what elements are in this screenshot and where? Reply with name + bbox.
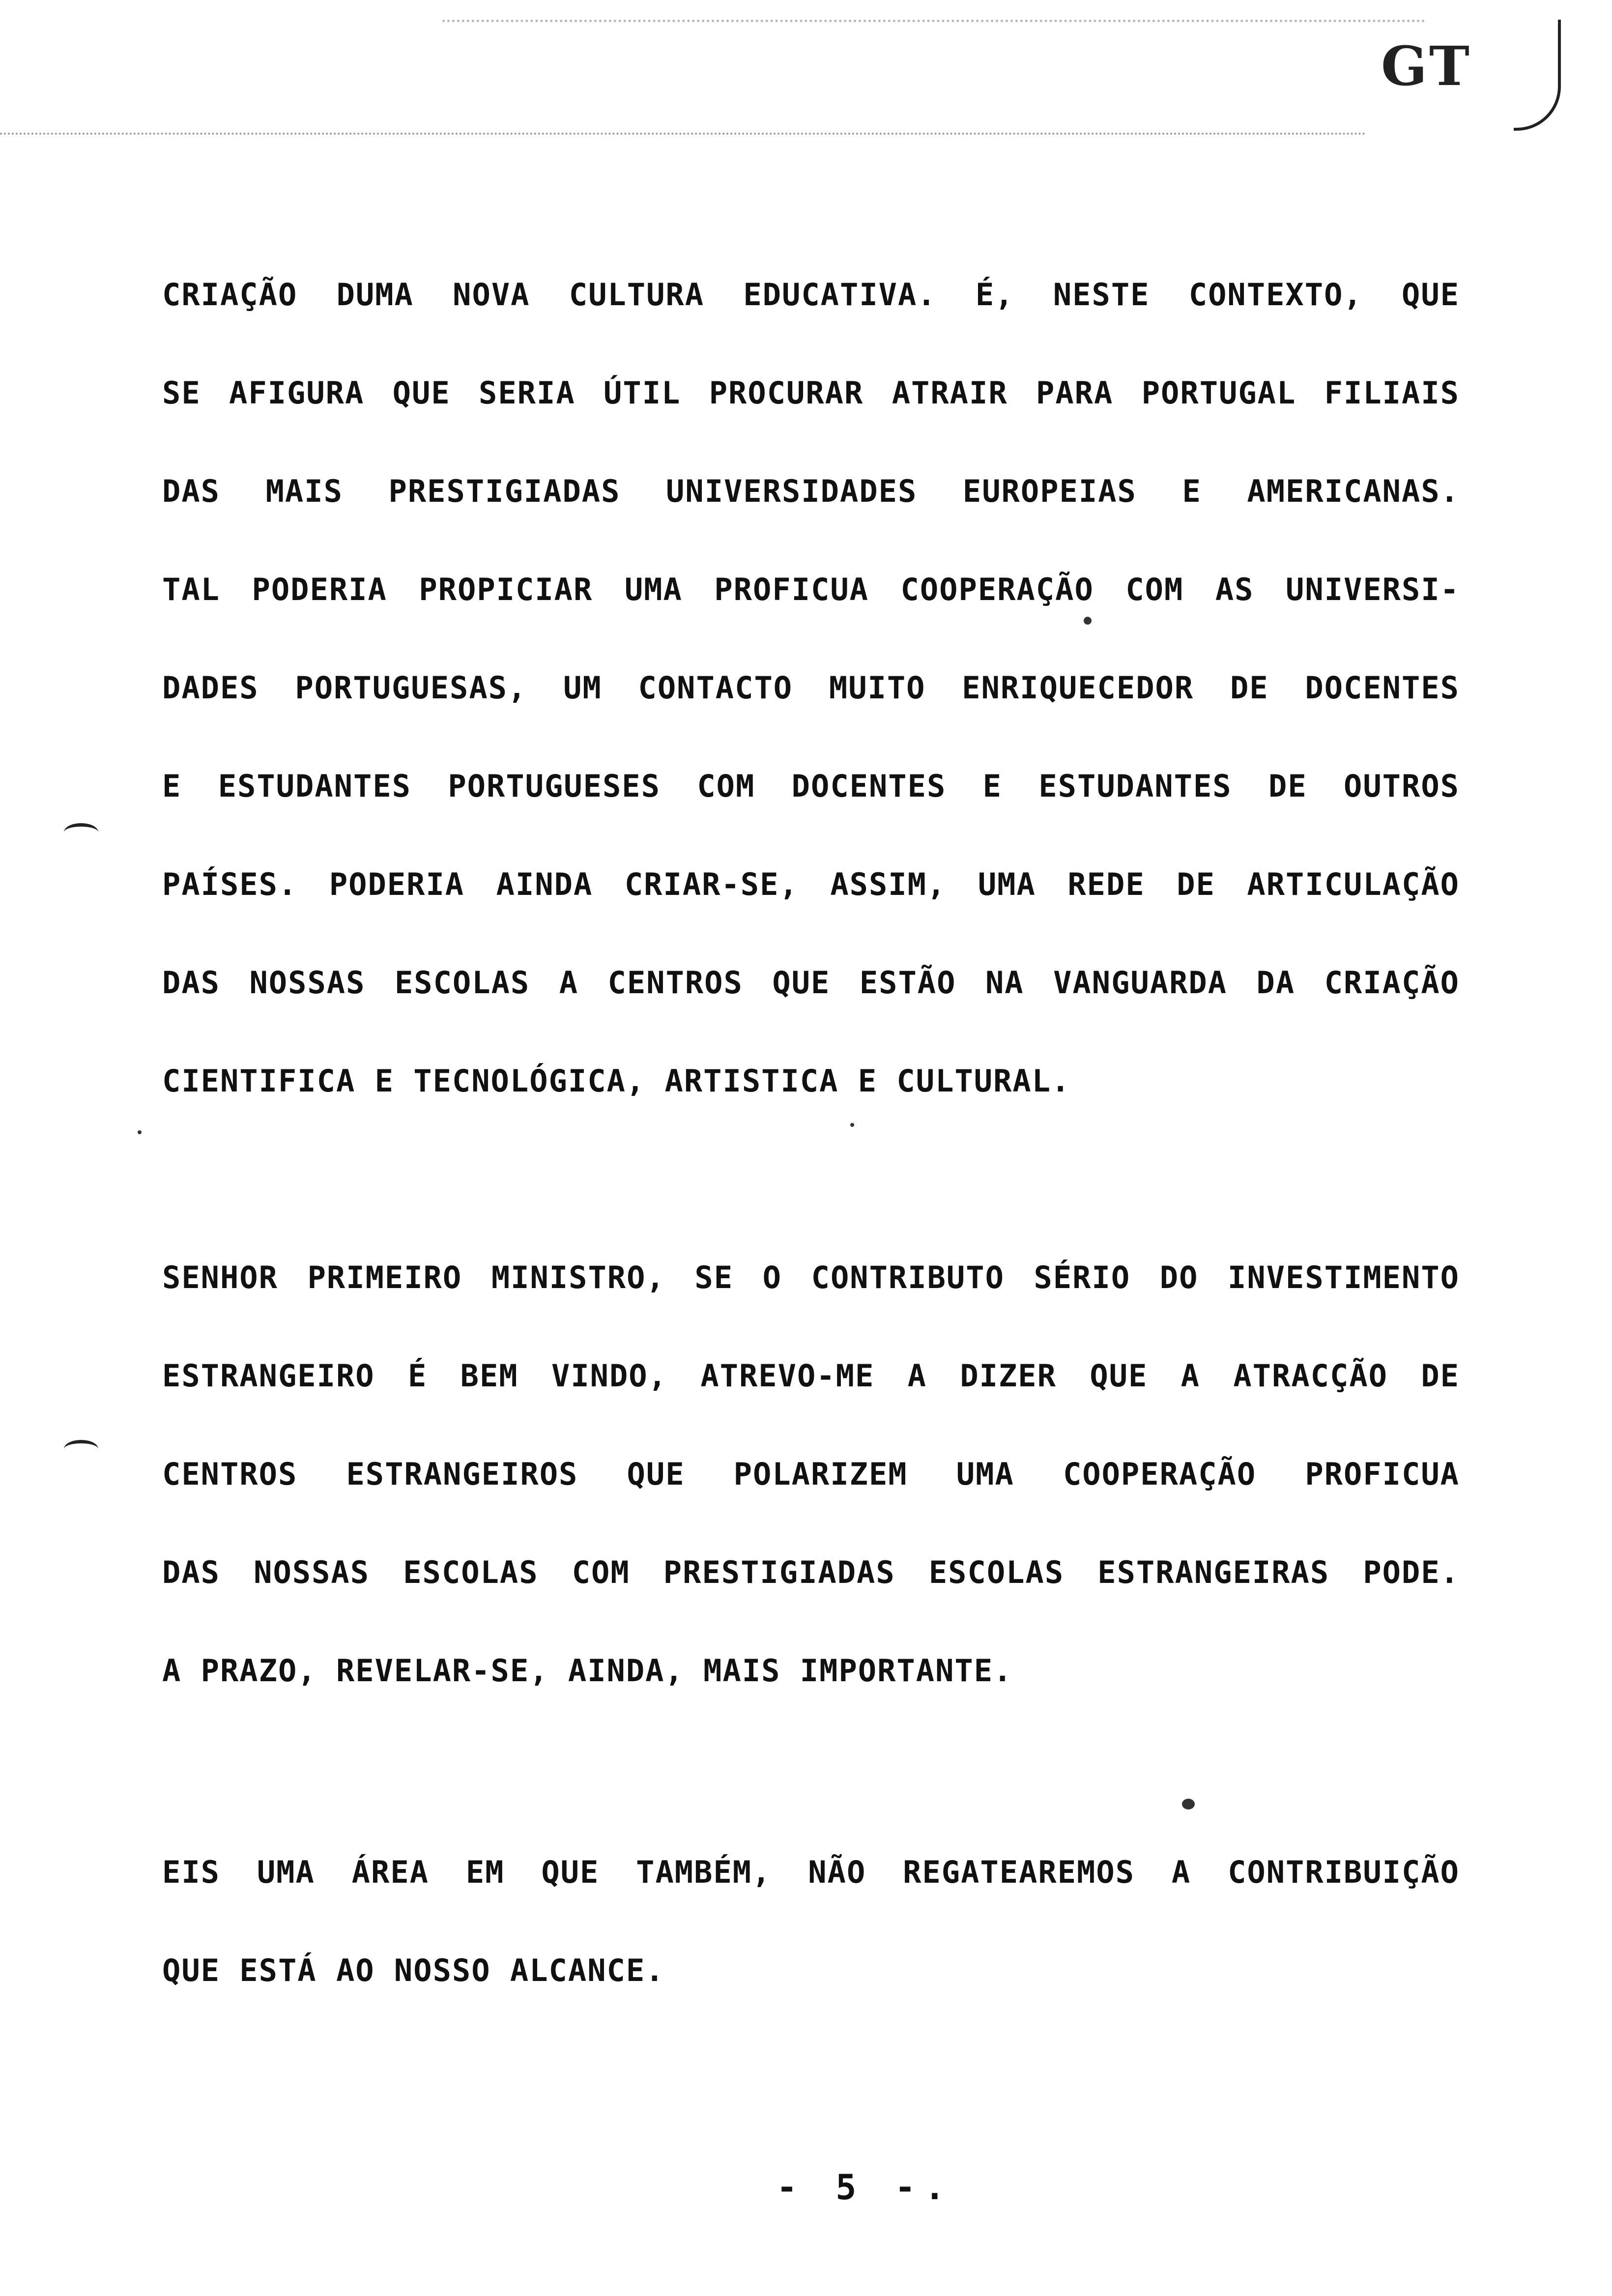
text-line: SE AFIGURA QUE SERIA ÚTIL PROCURAR ATRAIR PARA PORTUGAL FILIAIS xyxy=(162,375,1460,411)
text-line: DAS NOSSAS ESCOLAS COM PRESTIGIADAS ESCOLAS ESTRANGEIRAS PODE. xyxy=(162,1554,1460,1590)
paragraph-1 xyxy=(162,246,1460,1130)
text-line: A PRAZO, REVELAR-SE, AINDA, MAIS IMPORTANTE. xyxy=(162,1653,1013,1689)
text-line: CRIAÇÃO DUMA NOVA CULTURA EDUCATIVA. É, NESTE CONTEXTO, QUE xyxy=(162,277,1460,313)
stamp-text: GT xyxy=(1381,34,1471,98)
text-line: TAL PODERIA PROPICIAR UMA PROFICUA COOPERAÇÃO COM AS UNIVERSI- xyxy=(162,572,1460,607)
ink-spot xyxy=(1182,1799,1195,1809)
scan-artifact-top xyxy=(442,20,1425,22)
text-line: PAÍSES. PODERIA AINDA CRIAR-SE, ASSIM, UMA REDE DE ARTICULAÇÃO xyxy=(162,866,1460,902)
text-line: QUE ESTÁ AO NOSSO ALCANCE. xyxy=(162,1952,665,1988)
text-line: DAS NOSSAS ESCOLAS A CENTROS QUE ESTÃO NA VANGUARDA DA CRIAÇÃO xyxy=(162,965,1460,1001)
margin-mark xyxy=(64,823,98,841)
text-line: SENHOR PRIMEIRO MINISTRO, SE O CONTRIBUTO SÉRIO DO INVESTIMENTO xyxy=(162,1260,1460,1295)
text-line: EIS UMA ÁREA EM QUE TAMBÉM, NÃO REGATEAREMOS A CONTRIBUIÇÃO xyxy=(162,1854,1460,1890)
text-line: CENTROS ESTRANGEIROS QUE POLARIZEM UMA COOPERAÇÃO PROFICUA xyxy=(162,1456,1460,1492)
ink-spot xyxy=(138,1130,142,1134)
text-line: ESTRANGEIRO É BEM VINDO, ATREVO-ME A DIZER QUE A ATRACÇÃO DE xyxy=(162,1358,1460,1394)
text-line: E ESTUDANTES PORTUGUESES COM DOCENTES E ESTUDANTES DE OUTROS xyxy=(162,768,1460,804)
corner-bracket-mark xyxy=(1514,20,1561,131)
text-line: CIENTIFICA E TECNOLÓGICA, ARTISTICA E CULTURAL. xyxy=(162,1063,1071,1099)
scan-artifact-rule xyxy=(0,133,1366,135)
text-line: DAS MAIS PRESTIGIADAS UNIVERSIDADES EUROPEIAS E AMERICANAS. xyxy=(162,473,1460,509)
text-line: DADES PORTUGUESAS, UM CONTACTO MUITO ENRIQUECEDOR DE DOCENTES xyxy=(162,670,1460,706)
margin-mark xyxy=(64,1440,98,1458)
page-number: - 5 -. xyxy=(777,2167,954,2208)
paragraph-3 xyxy=(162,1823,1460,2020)
paragraph-2 xyxy=(162,1229,1460,1720)
stamp-logo xyxy=(1347,29,1494,157)
